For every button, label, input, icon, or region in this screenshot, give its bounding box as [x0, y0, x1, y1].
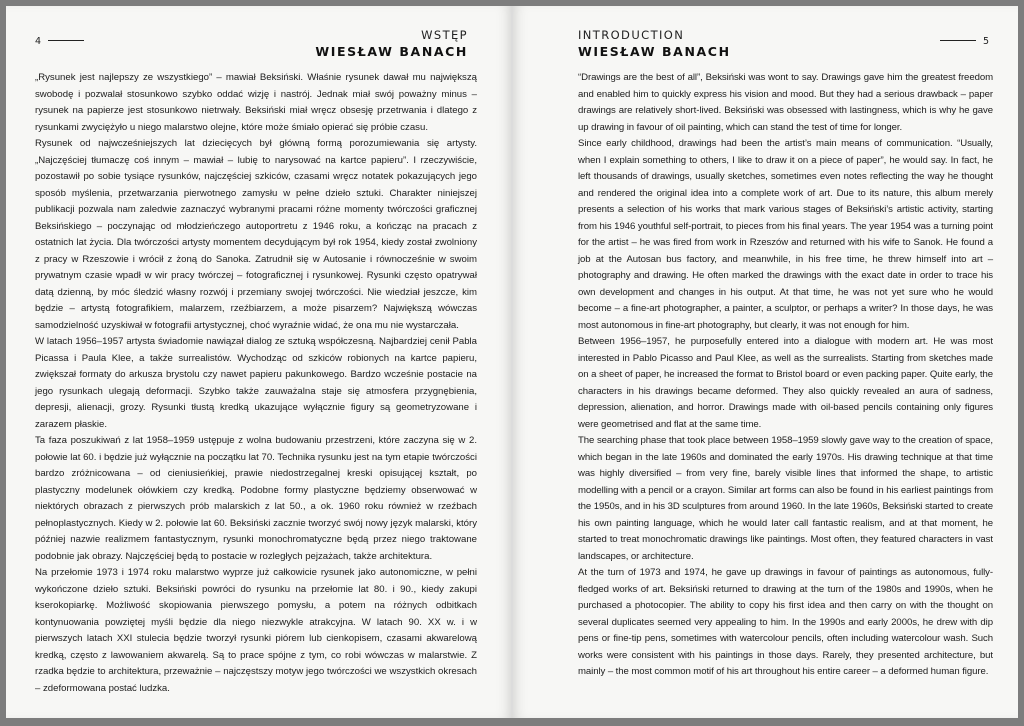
book-spread	[6, 6, 1018, 718]
paragraph: W latach 1956–1957 artysta świadomie nawiązał dialog ze sztuką współczesną. Najbardziej cenił Pabla Picassa i Paula Klee, a także surrealistów. Wychodząc od szkiców robionych na kartce papieru, zwiększał formaty do arkusza brystolu czy nawet papieru pakunkowego. Bardzo wcześnie postacie na jego rysunkach ulegają deformacji. Szybko także zauważalna staje się atmosfera przygnębienia, depresji, alienacji, grozy. Rysunki tłustą kredką ukazujące wyłącznie figury są geometryzowane i zarazem płaskie.	[35, 336, 477, 430]
header-rule	[48, 40, 84, 41]
paragraph: Ta faza poszukiwań z lat 1958–1959 ustępuje z wolna budowaniu przestrzeni, które zaczyna się w 2. połowie lat 60. i będzie już wyłącznie na początku lat 70. Technika rysunku jest na tym etapie twórczości bardzo zróżnicowana – od cieniusieńkiej, prawie niedostrzegalnej kreski opisującej kształt, po plastyczny modelunek ołówkiem czy kredką. Podobne formy plastyczne będziemy obserwować w niektórych obrazach z pierwszych prób malarskich z lat 50., a ok. 1960 roku również w rzeźbach pełnoplastycznych. Kiedy w 2. połowie lat 60. Beksiński zacznie tworzyć swój nowy język malarski, który później nazwie realizmem fantastycznym, rysunki monochromatyczne będą przez niego traktowane podobnie jak obrazy. Najczęściej będą to postacie w rozległych pejzażach, także architektura.	[35, 435, 477, 562]
header-rule	[940, 40, 976, 41]
author-name: WIESŁAW BANACH	[578, 44, 731, 59]
page-number: 5	[982, 36, 989, 47]
paragraph: The searching phase that took place between 1958–1959 slowly gave way to the creation of space, which began in the late 1960s and dominated the early 1970s. His drawing technique at that time was highly diversified – from very fine, barely visible lines that informed the shape, to artistic modelling with a pencil or a crayon. Similar art forms can also be found in his earliest paintings from the 1950s, and in his 3D sculptures from around 1960. In the late 1960s, Beksiński started to create his own painting language, which he would later call fantastic realism, and at that moment, he started to treat monochromatic drawings like paintings. Most often, they featured characters in vast landscapes, or architecture.	[578, 435, 993, 562]
section-title: INTRODUCTION	[578, 28, 685, 42]
page-header	[578, 28, 731, 59]
author-name: WIESŁAW BANACH	[315, 44, 468, 59]
section-title: WSTĘP	[421, 28, 468, 42]
paragraph: „Rysunek jest najlepszy ze wszystkiego” – mawiał Beksiński. Właśnie rysunek dawał mu największą swobodę i pozwalał stosunkowo szybko oddać wizję i nastrój. Jednak miał swój poważny minus – rysunek na papierze jest stosunkowo nietrwały. Beksiński miał wręcz obsesję przetrwania i dlatego z rysunkami zwyciężyło u niego malarstwo olejne, które może śmiało opierać się próbie czasu.	[35, 72, 477, 133]
right-page	[512, 6, 1018, 718]
body-text	[578, 70, 993, 681]
page-header	[315, 28, 468, 59]
body-text	[35, 70, 477, 697]
paragraph: Since early childhood, drawings had been the artist’s main means of communication. “Usually, when I explain something to others, I like to draw it on a piece of paper”, he would say. In fact, he left thousands of drawings, usually sketches, sometimes even notes reflecting the way he thought and rendered the original idea into a complete work of art. Due to its nature, this album merely presents a selection of his works that mark various stages of Beksiński’s artistic activity, starting from his 1946 youthful self-portrait, to pieces from his final years. The year 1954 was a turning point for the artist – he was fired from work in Rzeszów and returned with his wife to Sanok. He found a job at the Autosan bus factory, and meanwhile, in his free time, he threw himself into art – photography and drawing. He often marked the drawings with the exact date in order to trace his own development and changes in his output. At that time, he was not yet sure who he would become – a fine-art photographer, a painter, a sculptor, or perhaps a writer? In those days, he was most autonomous in fine-art photography, but clearly, it was not enough for him.	[578, 138, 993, 331]
paragraph: At the turn of 1973 and 1974, he gave up drawings in favour of paintings as autonomous, fully-fledged works of art. Beksiński returned to drawing at the turn of the 1980s and 1990s, when he purchased a photocopier. The ability to copy his first idea and then carry on with the thought on several duplicates seemed very appealing to him. In the 1990s and early 2000s, he drew with dip pens or fine-tip pens, sometimes with watercolour pencils, often including watercolour wash. Such works were consistent with his paintings in those days. Rarely, they presented architecture, but mainly – the most common motif of his art throughout his entire career – a deformed human figure.	[578, 567, 993, 677]
paragraph: Na przełomie 1973 i 1974 roku malarstwo wyprze już całkowicie rysunek jako autonomiczne, w pełni wykończone dzieło sztuki. Beksiński powróci do rysunku na przełomie lat 80. i 90., kiedy zakupi kserokopiarkę. Możliwość skopiowania pierwszego pomysłu, a potem na różnych odbitkach kontynuowania powziętej myśli będzie dla niego niezwykle atrakcyjna. W latach 90. XX w. i w pierwszych latach XXI stulecia będzie tworzył rysunki piórem lub cienkopisem, czasami akwarelową kredką, często z lawowaniem akwarelą. Są to prace spójne z tym, co robi wówczas w malarstwie. Z rzadka będzie to architektura, przeważnie – najczęstszy motyw jego twórczości we wszystkich okresach – zdeformowana postać ludzka.	[35, 567, 477, 694]
paragraph: “Drawings are the best of all”, Beksiński was wont to say. Drawings gave him the greatest freedom and enabled him to quickly express his vision and mood. But they had a serious drawback – paper drawings are relatively short-lived. Beksiński was obsessed with lastingness, which is why he gave up drawing in favour of oil painting, which can stand the test of time for longer.	[578, 72, 993, 133]
paragraph: Rysunek od najwcześniejszych lat dziecięcych był główną formą porozumiewania się artysty. „Najczęściej tłumaczę coś innym – mawiał – lubię to narysować na kartce papieru”. I rzeczywiście, pozostawił po sobie tysiące rysunków, najczęściej szkiców, czasami wręcz notatek pokazujących jego sposób myślenia, przetwarzania pierwotnego zamysłu w pełne dzieło sztuki. Charakter niniejszej publikacji pozwala nam zaledwie zaznaczyć wybranymi pracami różne momenty twórczości graficznej Beksińskiego – poczynając od młodzieńczego autoportretu z 1946 roku, a kończąc na pracach z ostatnich lat życia. Dla twórczości artysty momentem decydującym był rok 1954, kiedy został zwolniony z pracy w Rzeszowie i wrócił z żoną do Sanoka. Zatrudnił się w Autosanie i równocześnie w swoim prywatnym czasie wpadł w wir pracy twórczej – fotograficznej i rysunkowej. Rysunki często opatrywał datą dzienną, by móc śledzić własny rozwój i przemiany swojej twórczości. Nie wiedział jeszcze, kim będzie – artystą fotografikiem, malarzem, rzeźbiarzem, a może pisarzem? Największą wówczas samodzielność uzyskiwał w fotografii artystycznej, choć wyraźnie widać, że ona mu nie wystarczała.	[35, 138, 477, 331]
paragraph: Between 1956–1957, he purposefully entered into a dialogue with modern art. He was most interested in Pablo Picasso and Paul Klee, as well as the surrealists. Starting from sketches made on a sheet of paper, he increased the format to Bristol board or even packing paper. Quite early, the characters in his drawings became deformed. They also quickly revealed an aura of sadness, depression, alienation, and horror. Drawings made with oil-based pencils containing only figures were geometrised and flat at the same time.	[578, 336, 993, 430]
left-page	[6, 6, 512, 718]
page-number: 4	[35, 36, 42, 47]
